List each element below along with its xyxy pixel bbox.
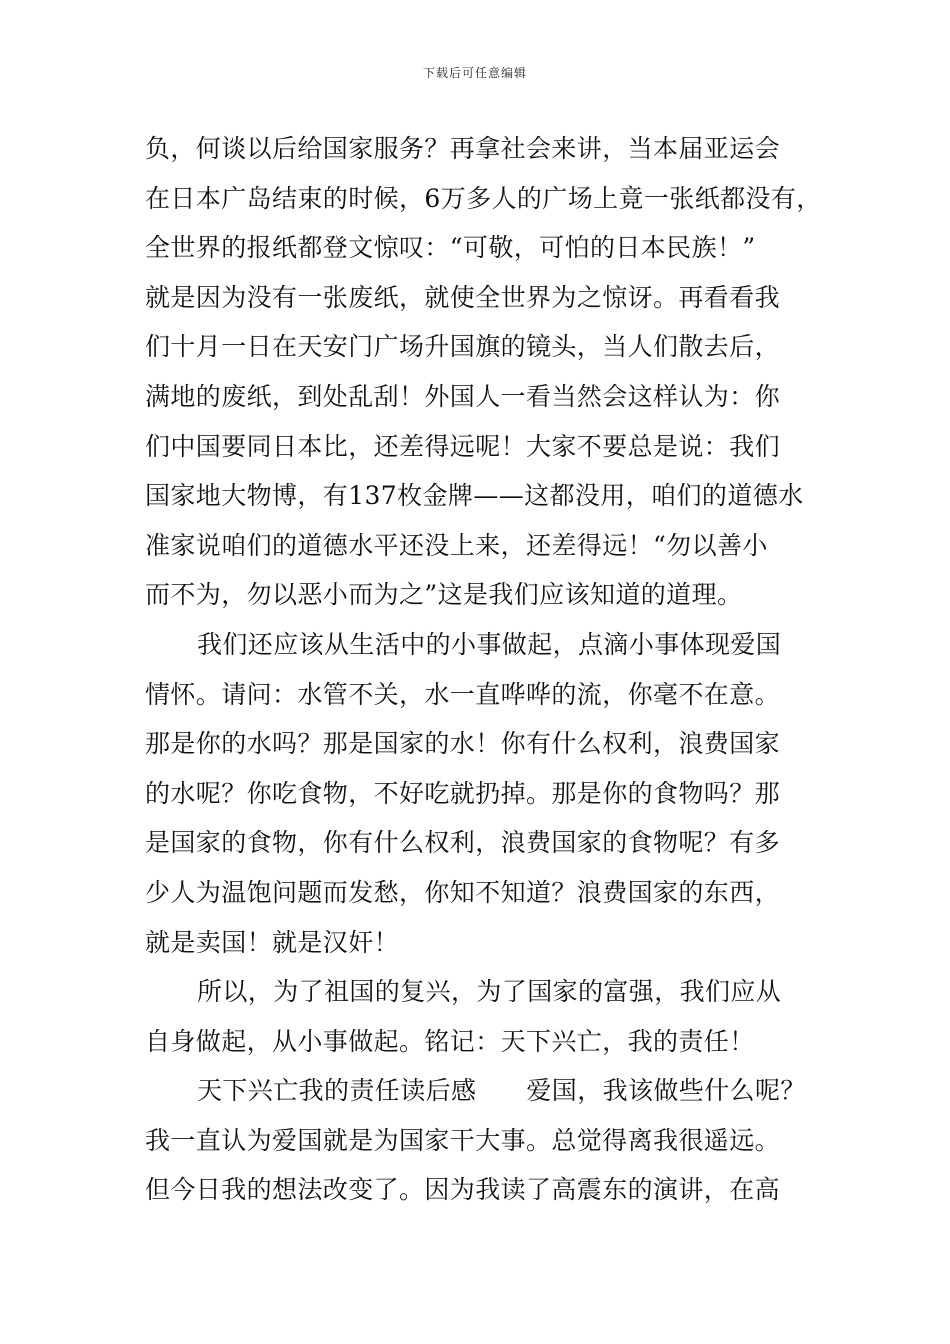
text-line: 国家地大物博，有137枚金牌——这都没用，咱们的道德水 xyxy=(145,481,804,511)
text-line: 满地的废纸，到处乱刮！外国人一看当然会这样认为：你 xyxy=(145,381,781,411)
text-line: 情怀。请问：水管不关，水一直哗哗的流，你毫不在意。 xyxy=(145,679,781,709)
document-body xyxy=(145,124,835,1215)
text-line: 而不为，勿以恶小而为之”这是我们应该知道的道理。 xyxy=(145,580,743,610)
text-line: 负，何谈以后给国家服务？再拿社会来讲，当本届亚运会 xyxy=(145,134,781,163)
text-line: 自身做起，从小事做起。铭记：天下兴亡，我的责任！ xyxy=(145,1026,755,1056)
paragraph-2 xyxy=(145,620,835,967)
text-line: 我一直认为爱国就是为国家干大事。总觉得离我很遥远。 xyxy=(145,1125,781,1155)
paragraph-4 xyxy=(145,1066,835,1215)
essay-title: 天下兴亡我的责任读后感 xyxy=(197,1076,477,1106)
page-header-note: 下载后可任意编辑 xyxy=(422,66,527,80)
text-line: 全世界的报纸都登文惊叹：“可敬，可怕的日本民族！” xyxy=(145,233,756,263)
text-line: 们十月一日在天安门广场升国旗的镜头，当人们散去后， xyxy=(145,332,781,362)
paragraph-3 xyxy=(145,967,835,1066)
text-line: 少人为温饱问题而发愁，你知不知道？浪费国家的东西， xyxy=(145,877,781,907)
essay-opening: 爱国，我该做些什么呢？ xyxy=(526,1076,806,1106)
paragraph-1 xyxy=(145,124,835,620)
text-line: 但今日我的想法改变了。因为我读了高震东的演讲，在高 xyxy=(145,1175,781,1205)
text-line: 就是因为没有一张废纸，就使全世界为之惊讶。再看看我 xyxy=(145,282,781,312)
text-line: 就是卖国！就是汉奸！ xyxy=(145,927,400,957)
text-line: 是国家的食物，你有什么权利，浪费国家的食物呢？有多 xyxy=(145,828,781,858)
text-line xyxy=(145,1066,835,1116)
text-line: 那是你的水吗？那是国家的水！你有什么权利，浪费国家 xyxy=(145,729,781,759)
text-line: 我们还应该从生活中的小事做起，点滴小事体现爱国 xyxy=(197,629,782,659)
text-line: 在日本广岛结束的时候，6万多人的广场上竟一张纸都没有， xyxy=(145,183,822,213)
text-line: 们中国要同日本比，还差得远呢！大家不要总是说：我们 xyxy=(145,431,781,461)
text-line: 所以，为了祖国的复兴，为了国家的富强，我们应从 xyxy=(197,977,782,1007)
text-line: 准家说咱们的道德水平还没上来，还差得远！“勿以善小 xyxy=(145,530,768,560)
text-line: 的水呢？你吃食物，不好吃就扔掉。那是你的食物吗？那 xyxy=(145,778,781,808)
